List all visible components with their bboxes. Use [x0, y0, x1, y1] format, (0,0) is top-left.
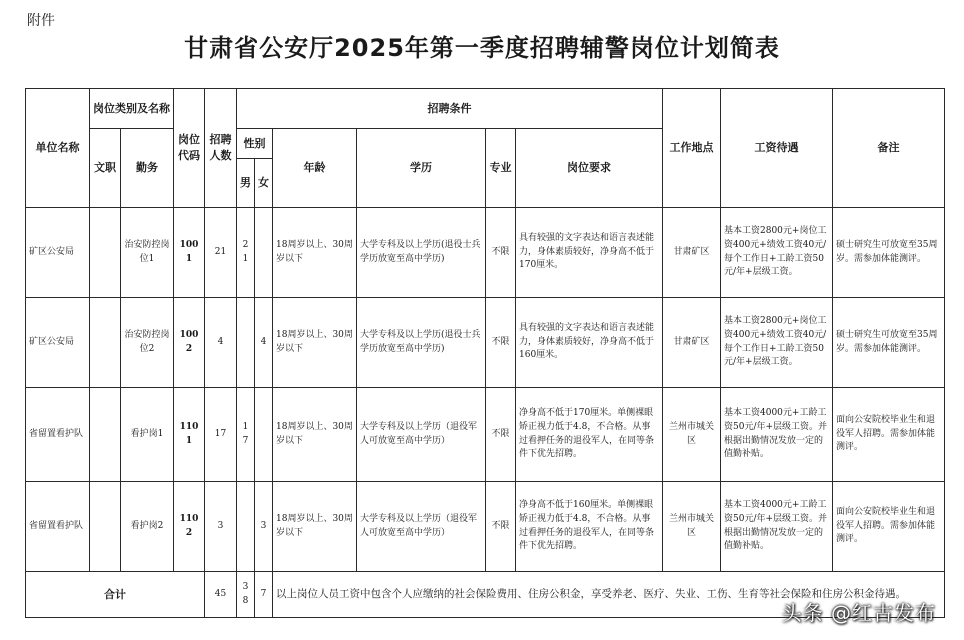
table-row	[26, 388, 945, 482]
location-cell: 兰州市城关区	[663, 388, 721, 482]
female-cell	[255, 208, 273, 298]
remark-cell: 面向公安院校毕业生和退役军人招聘。需参加体能测评。	[833, 388, 945, 482]
header-civil: 文职	[90, 129, 121, 208]
table-row	[26, 298, 945, 388]
education-cell: 大学专科及以上学历(退役士兵学历放宽至高中学历)	[357, 208, 486, 298]
requirement-cell: 净身高不低于170厘米。单侧裸眼矫正视力低于4.8，不合格。从事过看押任务的退役军人，在同等条件下优先招聘。	[516, 388, 663, 482]
count-cell: 21	[205, 208, 237, 298]
table-row	[26, 482, 945, 572]
civil-cell	[90, 388, 121, 482]
header-male: 男	[237, 159, 255, 208]
civil-cell	[90, 208, 121, 298]
header-duty: 勤务	[121, 129, 174, 208]
salary-cell: 基本工资4000元+工龄工资50元/年+层级工资。并根据出勤情况发放一定的值勤补贴。	[721, 482, 833, 572]
civil-cell	[90, 482, 121, 572]
total-female: 7	[255, 572, 273, 618]
attachment-label: 附件	[27, 13, 55, 29]
header-conditions: 招聘条件	[237, 89, 663, 129]
major-cell: 不限	[486, 388, 516, 482]
male-cell	[237, 482, 255, 572]
header-gender: 性别	[237, 129, 273, 159]
header-requirements: 岗位要求	[516, 129, 663, 208]
female-cell	[255, 388, 273, 482]
requirement-cell: 净身高不低于160厘米。单侧裸眼矫正视力低于4.8，不合格。从事过看押任务的退役军人，在同等条件下优先招聘。	[516, 482, 663, 572]
header-post-code: 岗位代码	[174, 89, 205, 208]
count-cell: 17	[205, 388, 237, 482]
requirement-cell: 具有较强的文字表达和语言表述能力，身体素质较好，净身高不低于170厘米。	[516, 208, 663, 298]
salary-cell: 基本工资2800元+岗位工资400元+绩效工资40元/每个工作日+工龄工资50元/年+层级工资。	[721, 298, 833, 388]
total-label: 合计	[26, 572, 205, 618]
age-cell: 18周岁以上、30周岁以下	[273, 208, 357, 298]
duty-cell: 治安防控岗位2	[121, 298, 174, 388]
salary-cell: 基本工资2800元+岗位工资400元+绩效工资40元/每个工作日+工龄工资50元/年+层级工资。	[721, 208, 833, 298]
location-cell: 甘肃矿区	[663, 208, 721, 298]
female-cell: 4	[255, 298, 273, 388]
male-cell	[237, 298, 255, 388]
unit-cell: 矿区公安局	[26, 298, 90, 388]
total-note: 以上岗位人员工资中包含个人应缴纳的社会保险费用、住房公积金，享受养老、医疗、失业、工伤、生育等社会保险和住房公积金待遇。	[273, 572, 945, 618]
male-cell: 17	[237, 388, 255, 482]
remark-cell: 面向公安院校毕业生和退役军人招聘。需参加体能测评。	[833, 482, 945, 572]
age-cell: 18周岁以上、30周岁以下	[273, 482, 357, 572]
code-cell: 1102	[174, 482, 205, 572]
table-row	[26, 208, 945, 298]
remark-cell: 硕士研究生可放宽至35周岁。需参加体能测评。	[833, 208, 945, 298]
education-cell: 大学专科及以上学历(退役士兵学历放宽至高中学历)	[357, 298, 486, 388]
unit-cell: 省留置看护队	[26, 388, 90, 482]
header-remarks: 备注	[833, 89, 945, 208]
count-cell: 3	[205, 482, 237, 572]
duty-cell: 看护岗1	[121, 388, 174, 482]
unit-cell: 矿区公安局	[26, 208, 90, 298]
header-location: 工作地点	[663, 89, 721, 208]
header-salary: 工资待遇	[721, 89, 833, 208]
unit-cell: 省留置看护队	[26, 482, 90, 572]
count-cell: 4	[205, 298, 237, 388]
code-cell: 1101	[174, 388, 205, 482]
major-cell: 不限	[486, 482, 516, 572]
code-cell: 1001	[174, 208, 205, 298]
male-cell: 21	[237, 208, 255, 298]
duty-cell: 治安防控岗位1	[121, 208, 174, 298]
duty-cell: 看护岗2	[121, 482, 174, 572]
header-education: 学历	[357, 129, 486, 208]
header-post-category: 岗位类别及名称	[90, 89, 174, 129]
age-cell: 18周岁以上、30周岁以下	[273, 298, 357, 388]
header-unit-name: 单位名称	[26, 89, 90, 208]
salary-cell: 基本工资4000元+工龄工资50元/年+层级工资。并根据出勤情况发放一定的值勤补贴。	[721, 388, 833, 482]
total-male: 38	[237, 572, 255, 618]
header-recruit-count: 招聘人数	[205, 89, 237, 208]
header-age: 年龄	[273, 129, 357, 208]
page-title: 甘肃省公安厅2025年第一季度招聘辅警岗位计划简表	[184, 34, 780, 62]
watermark: 头条 @红古发布	[781, 601, 936, 625]
age-cell: 18周岁以上、30周岁以下	[273, 388, 357, 482]
code-cell: 1002	[174, 298, 205, 388]
location-cell: 甘肃矿区	[663, 298, 721, 388]
total-count: 45	[205, 572, 237, 618]
header-major: 专业	[486, 129, 516, 208]
location-cell: 兰州市城关区	[663, 482, 721, 572]
education-cell: 大学专科及以上学历（退役军人可放宽至高中学历）	[357, 388, 486, 482]
female-cell: 3	[255, 482, 273, 572]
header-female: 女	[255, 159, 273, 208]
major-cell: 不限	[486, 298, 516, 388]
education-cell: 大学专科及以上学历（退役军人可放宽至高中学历）	[357, 482, 486, 572]
recruitment-table	[25, 88, 945, 618]
civil-cell	[90, 298, 121, 388]
major-cell: 不限	[486, 208, 516, 298]
remark-cell: 硕士研究生可放宽至35周岁。需参加体能测评。	[833, 298, 945, 388]
requirement-cell: 具有较强的文字表达和语言表述能力，身体素质较好，净身高不低于160厘米。	[516, 298, 663, 388]
